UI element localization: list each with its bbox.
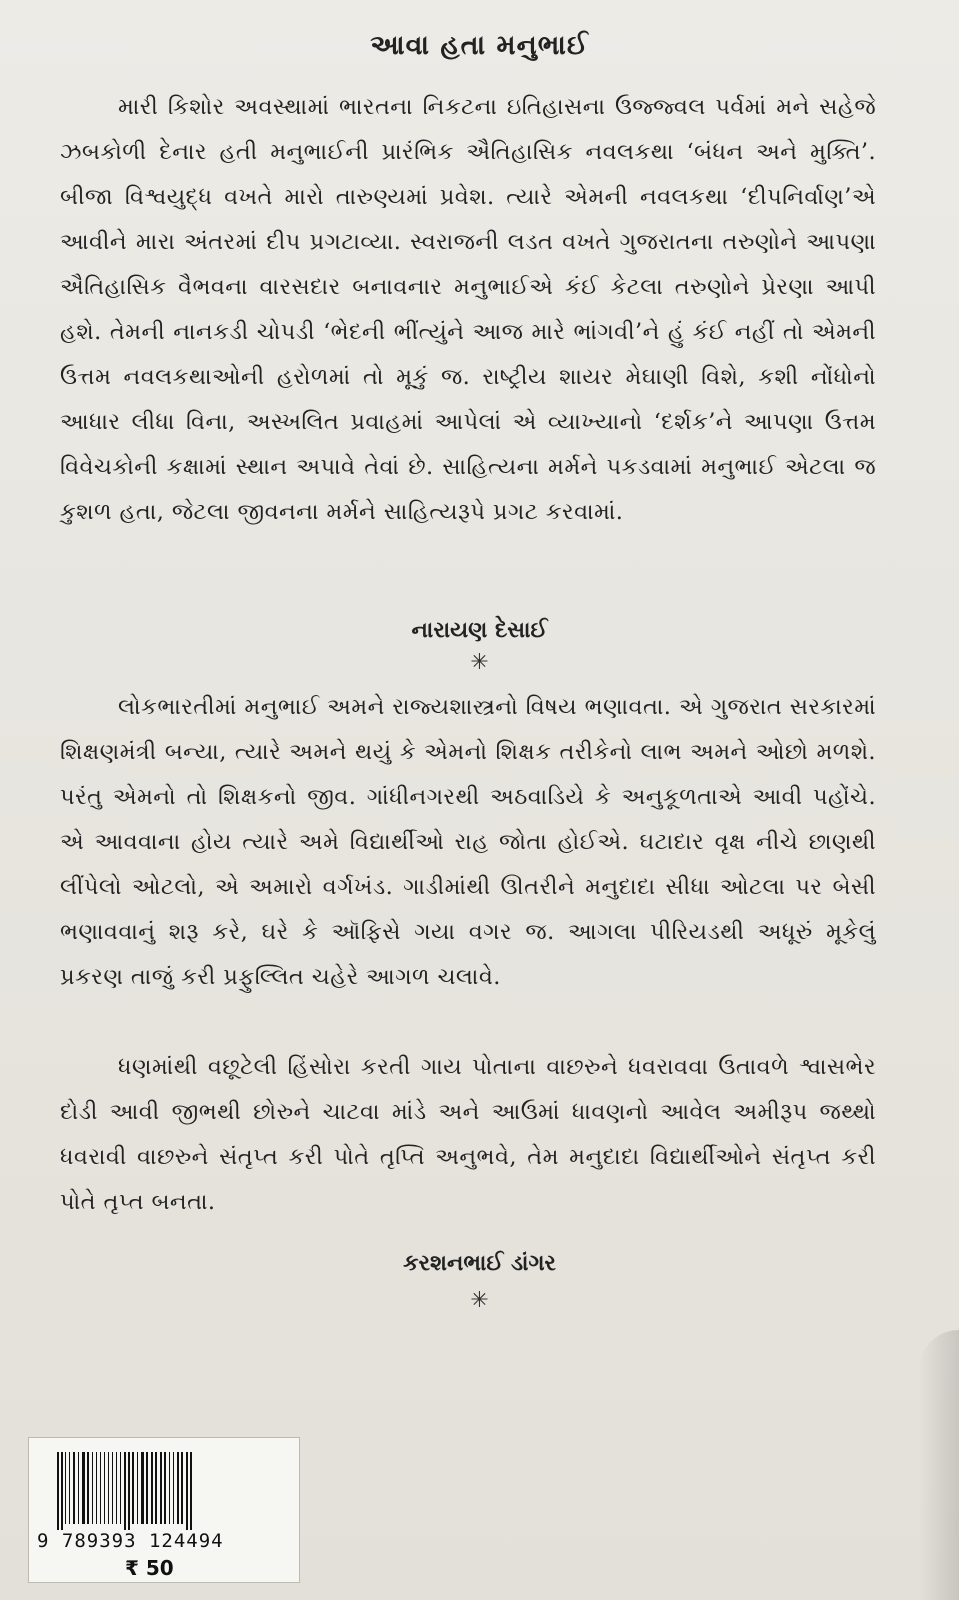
barcode-stripe xyxy=(65,1452,66,1524)
barcode-stripe xyxy=(61,1452,63,1530)
tribute-1-author: નારાયણ દેસાઈ xyxy=(411,617,548,643)
barcode-stripe xyxy=(173,1452,174,1524)
barcode-stripe xyxy=(137,1452,138,1524)
barcode-stripe xyxy=(181,1452,183,1524)
barcode-stripe xyxy=(169,1452,170,1524)
barcode-stripe xyxy=(87,1452,89,1524)
barcode-stripe xyxy=(116,1452,117,1524)
page-title: આવા હતા મનુભાઈ xyxy=(370,30,589,61)
tribute-1-paragraph: મારી કિશોર અવસ્થામાં ભારતના નિકટના ઇતિહાસના ઉજ્જ્વલ પર્વમાં મને સહેજે ઝબકોળી દેનાર હતી મનુભાઈની પ્રારંભિક ઐતિહાસિક નવલકથા ‘બંધન અને મુક્તિ’. બીજા વિશ્વયુદ્ધ વખતે મારો તારુણ્યમાં પ્રવેશ. ત્યારે એમની નવલકથા ‘દીપનિર્વાણ’એ આવીને મારા અંતરમાં દીપ પ્રગટાવ્યા. સ્વરાજની લડત વખતે ગુજરાતના તરુણોને આપણા ઐતિહાસિક વૈભવના વારસદાર બનાવનાર મનુભાઈએ કંઈ કેટલા તરુણોને પ્રેરણા આપી હશે. તેમની નાનકડી ચોપડી ‘ભેદની ભીંત્યુંને આજ મારે ભાંગવી’ને હું કંઈ નહીં તો એમની ઉત્તમ નવલકથાઓની હરોળમાં તો મૂકું જ. રાષ્ટ્રીય શાયર મેઘાણી વિશે, કશી નોંધોનો આધાર લીધા વિના, અસ્ખલિત પ્રવાહમાં આપેલાં એ વ્યાખ્યાનો ‘દર્શક’ને આપણા ઉત્તમ વિવેચકોની કક્ષામાં સ્થાન અપાવે તેવાં છે. સાહિત્યના મર્મને પકડવામાં મનુભાઈ એટલા જ કુશળ હતા, જેટલા જીવનના મર્મને સાહિત્યરૂપે પ્રગટ કરવામાં. xyxy=(60,94,876,525)
barcode-stripe xyxy=(82,1452,85,1524)
price-label: ₹ 50 xyxy=(125,1556,174,1580)
barcode-stripe xyxy=(112,1452,113,1524)
barcode-stripe xyxy=(69,1452,70,1524)
barcode-stripe xyxy=(78,1452,79,1524)
barcode-stripe xyxy=(186,1452,188,1530)
page-curl-shadow xyxy=(919,1330,959,1600)
barcode-stripe xyxy=(128,1452,130,1530)
tribute-2-paragraph-2: ધણમાંથી વછૂટેલી હિંસોરા કરતી ગાય પોતાના વાછરુને ધવરાવવા ઉતાવળે શ્વાસભેર દોડી આવી જીભથી છોરુને ચાટવા માંડે અને આઉમાં ધાવણનો આવેલ અમીરૂપ જથ્થો ધવરાવી વાછરુને સંતૃપ્ત કરી પોતે તૃપ્તિ અનુભવે, તેમ મનુદાદા વિદ્યાર્થીઓને સંતૃપ્ત કરી પોતે તૃપ્ત બનતા. xyxy=(60,1054,876,1215)
barcode-bars xyxy=(57,1452,277,1530)
barcode-stripe xyxy=(151,1452,153,1524)
isbn-number: 9 789393 124494 xyxy=(37,1530,224,1552)
tribute-2-author: કરશનભાઈ ડાંગર xyxy=(403,1250,556,1276)
barcode-stripe xyxy=(73,1452,75,1524)
barcode-stripe xyxy=(57,1452,59,1530)
separator-asterisk: ✳ xyxy=(470,650,489,675)
barcode-stripe xyxy=(108,1452,109,1524)
barcode-stripe xyxy=(164,1452,166,1524)
barcode-stripe xyxy=(160,1452,162,1524)
barcode-stripe xyxy=(100,1452,101,1524)
tribute-2-paragraph-1: લોકભારતીમાં મનુભાઈ અમને રાજ્યશાસ્ત્રનો વિષય ભણાવતા. એ ગુજરાત સરકારમાં શિક્ષણમંત્રી બન્યા, ત્યારે અમને થયું કે એમનો શિક્ષક તરીકેનો લાભ અમને ઓછો મળશે. પરંતુ એમનો તો શિક્ષકનો જીવ. ગાંધીનગરથી અઠવાડિયે કે અનુકૂળતાએ આવી પહોંચે. એ આવવાના હોય ત્યારે અમે વિદ્યાર્થીઓ રાહ જોતા હોઈએ. ઘટાદાર વૃક્ષ નીચે છાણથી લીંપેલો ઓટલો, એ અમારો વર્ગખંડ. ગાડીમાંથી ઊતરીને મનુદાદા સીધા ઓટલા પર બેસી ભણાવવાનું શરૂ કરે, ઘરે કે ઑફિસે ગયા વગર જ. આગલા પીરિયડથી અધૂરું મૂકેલું પ્રકરણ તાજું કરી પ્રફુલ્લિત ચહેરે આગળ ચલાવે. xyxy=(60,694,876,990)
barcode-stripe xyxy=(141,1452,144,1524)
barcode-label xyxy=(28,1437,300,1583)
barcode-stripe xyxy=(92,1452,93,1524)
barcode-stripe xyxy=(104,1452,105,1524)
separator-asterisk-2: ✳ xyxy=(470,1288,489,1313)
barcode-stripe xyxy=(146,1452,148,1524)
barcode-stripe xyxy=(177,1452,179,1524)
barcode-stripe xyxy=(190,1452,192,1530)
barcode-stripe xyxy=(155,1452,157,1524)
barcode-stripe xyxy=(96,1452,97,1524)
barcode-stripe xyxy=(124,1452,126,1530)
barcode-stripe xyxy=(132,1452,134,1524)
barcode-stripe xyxy=(120,1452,121,1524)
